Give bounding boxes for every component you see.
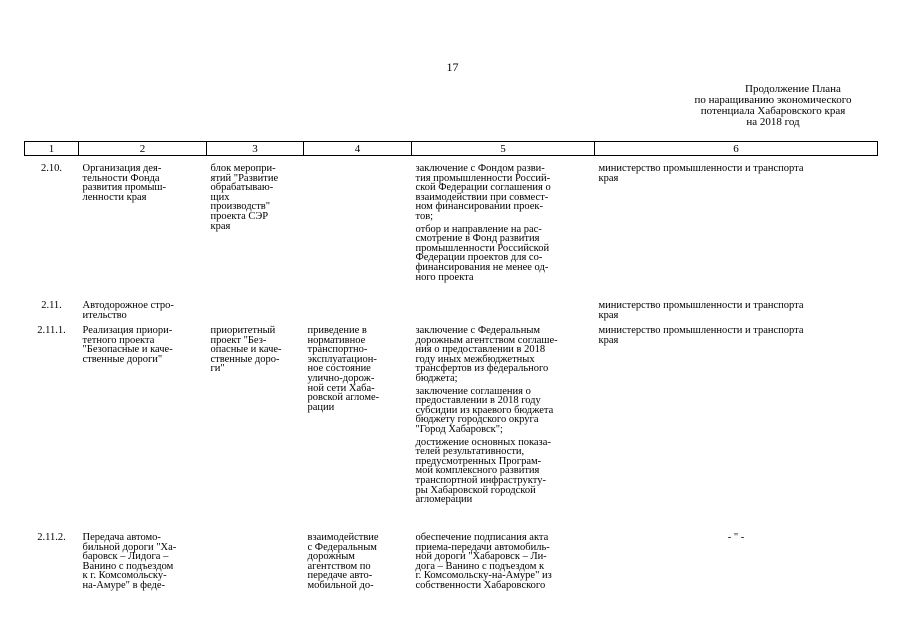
measure-name-text: Передача автомо- бильной дороги "Ха- баровск – Лидога – Ванино с подъездом к г. Комсомольску- на-Амуре" в феде- [82, 532, 177, 591]
row-number: 2.11. [41, 300, 62, 311]
responsible-text: министерство промышленности и транспорта края [598, 300, 804, 321]
column-header: 3 [207, 142, 304, 156]
column-header: 4 [304, 142, 412, 156]
result-item: заключение соглашения о предоставлении в 2018 году субсидии из краевого бюджета бюджету городского округа "Город Хабаровск"; [415, 385, 554, 435]
measure-name [79, 299, 207, 324]
measure-name-text: Организация дея- тельности Фонда развития промыш- ленности края [82, 163, 166, 203]
table-row [25, 299, 878, 324]
result-item: обеспечение подписания акта приема-передачи автомобиль- ной дороги "Хабаровск – Ли- дога – Ванино с подъездом к г. Комсомольску-на-Амуре" из собственности Хабаровского [415, 532, 552, 591]
basis-text: блок меропри- ятий "Развитие обрабатываю- щих производств" проекта СЭР края [210, 163, 279, 232]
measure-name-text: Реализация приори- тетного проекта "Безопасные и каче- ственные дороги" [82, 325, 173, 365]
results-cell [412, 531, 595, 591]
ditto-mark: - " - [727, 532, 745, 543]
results-cell [412, 324, 595, 531]
column-header: 6 [595, 142, 878, 156]
column-header: 5 [412, 142, 595, 156]
responsible-cell [595, 156, 878, 300]
responsible-cell [595, 299, 878, 324]
row-number: 2.11.2. [37, 532, 66, 543]
basis-cell [207, 156, 304, 300]
responsible-cell [595, 531, 878, 591]
row-number: 2.10. [41, 163, 62, 174]
action-cell [304, 324, 412, 531]
results-cell [412, 156, 595, 300]
result-item: достижение основных показа- телей результативности, предусмотренных Програм- мой комплексного развития транспортной инфраструкту- ры Хабаровской городской агломерации [415, 436, 551, 506]
continuation-line-3: потенциала Хабаровского края [700, 105, 846, 117]
measure-name [79, 156, 207, 300]
responsible-text: министерство промышленности и транспорта края [598, 325, 804, 346]
measure-name [79, 531, 207, 591]
action-text: взаимодействие с Федеральным дорожным агентством по передаче авто- мобильной до- [307, 532, 379, 591]
table-row [25, 531, 878, 591]
plan-table [24, 141, 878, 591]
column-header: 2 [79, 142, 207, 156]
measure-name [79, 324, 207, 531]
action-cell [304, 156, 412, 300]
basis-cell [207, 299, 304, 324]
measure-name-text: Автодорожное стро- ительство [82, 300, 174, 321]
action-cell [304, 531, 412, 591]
continuation-heading [668, 84, 878, 128]
table-row [25, 324, 878, 531]
result-item: отбор и направление на рас- смотрение в Фонд развития промышленности Российской Федерации проектов для со- финансирования не менее од- ного проекта [415, 223, 550, 283]
page-number: 17 [446, 60, 459, 74]
results-cell [412, 299, 595, 324]
basis-cell [207, 324, 304, 531]
responsible-cell [595, 324, 878, 531]
result-item: заключение с Федеральным дорожным агентством соглаше- ния о предоставлении в 2018 году иных межбюджетных трансфертов из федерального бюджета; [415, 325, 558, 384]
continuation-line-2: по наращиванию экономического [694, 94, 852, 106]
table-header-row [25, 142, 878, 156]
basis-text: приоритетный проект "Без- опасные и каче- ственные доро- ги" [210, 325, 282, 375]
action-cell [304, 299, 412, 324]
continuation-line-4: на 2018 год [746, 116, 800, 128]
column-header: 1 [25, 142, 79, 156]
row-number: 2.11.1. [37, 325, 66, 336]
basis-cell [207, 531, 304, 591]
responsible-text: министерство промышленности и транспорта края [598, 163, 804, 184]
result-item: заключение с Фондом разви- тия промышленности Россий- ской Федерации соглашения о взаимодействии при совмест- ном финансировании проек- тов; [415, 163, 551, 222]
action-text: приведение в нормативное транспортно- эксплуатацион- ное состояние улично-дорож- ной сети Хаба- ровской агломе- рации [307, 325, 380, 413]
continuation-line-1: Продолжение Плана [745, 83, 841, 95]
table-row [25, 156, 878, 300]
